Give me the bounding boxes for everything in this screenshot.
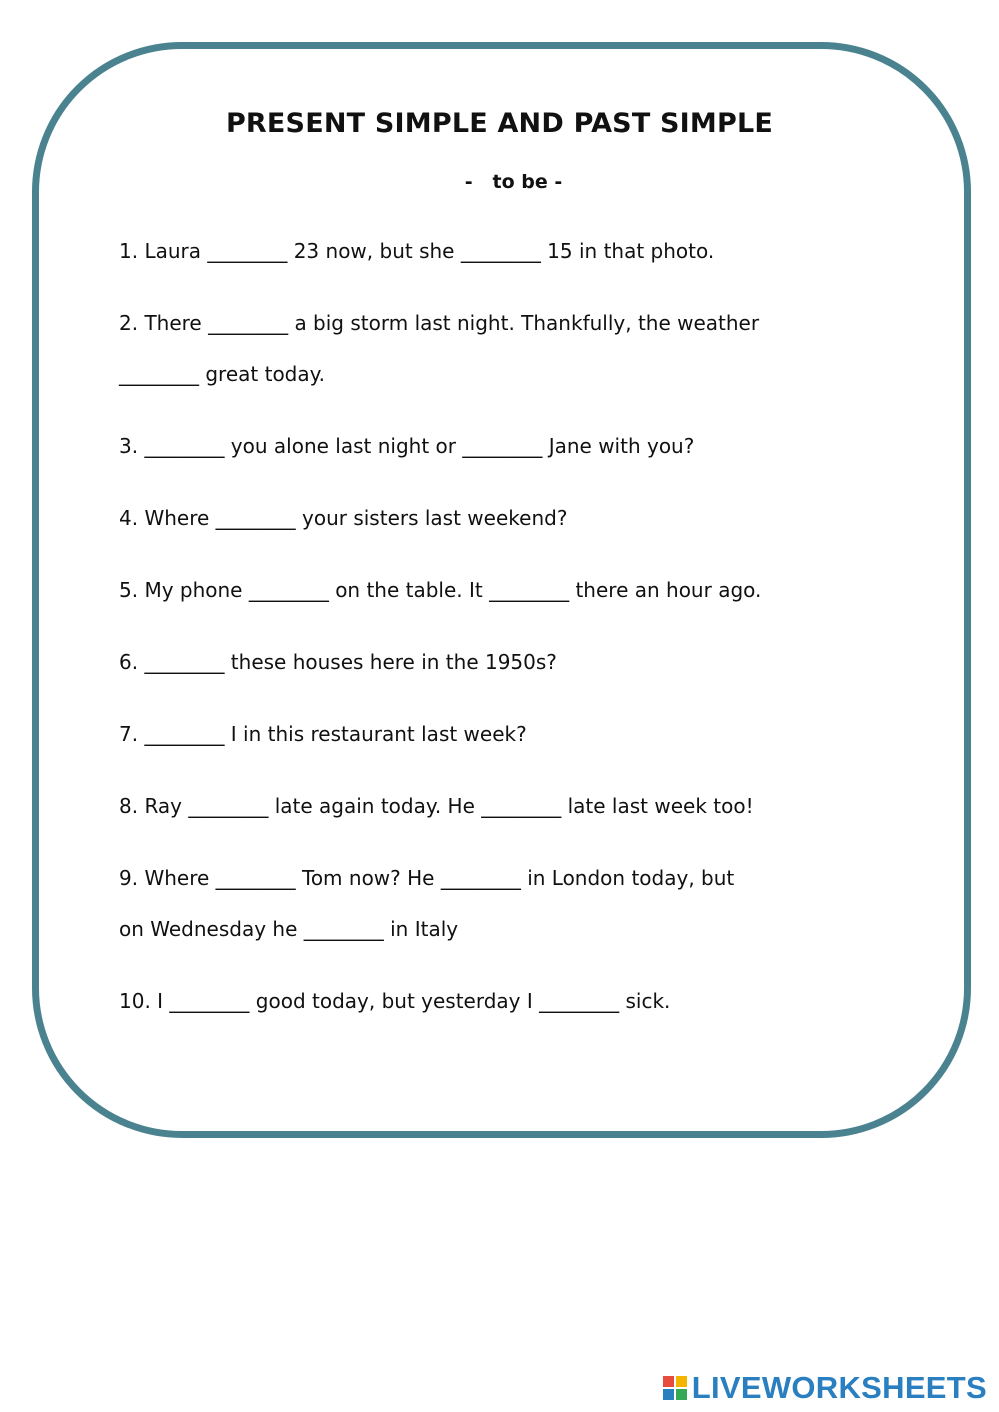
logo-block-yellow bbox=[676, 1376, 687, 1387]
exercise-line-7: 7. ________ I in this restaurant last week? bbox=[119, 722, 527, 746]
exercise-line-8: 8. Ray ________ late again today. He ________ late last week too! bbox=[119, 794, 754, 818]
logo-block-blue bbox=[663, 1389, 674, 1400]
exercise-line-3: 3. ________ you alone last night or ________ Jane with you? bbox=[119, 434, 695, 458]
exercise-line-2: 2. There ________ a big storm last night. Thankfully, the weather bbox=[119, 311, 760, 335]
logo-block-green bbox=[676, 1389, 687, 1400]
exercise-line-1: 1. Laura ________ 23 now, but she ________ 15 in that photo. bbox=[119, 239, 715, 263]
exercise-line-9-continued: on Wednesday he ________ in Italy bbox=[119, 917, 459, 941]
exercise-line-4: 4. Where ________ your sisters last weekend? bbox=[119, 506, 568, 530]
logo-text: LIVEWORKSHEETS bbox=[691, 1370, 987, 1405]
exercise-line-10: 10. I ________ good today, but yesterday I ________ sick. bbox=[119, 989, 671, 1013]
liveworksheets-logo[interactable] bbox=[663, 1370, 987, 1406]
exercise-line-2-continued: ________ great today. bbox=[119, 362, 325, 386]
exercise-line-6: 6. ________ these houses here in the 1950s? bbox=[119, 650, 557, 674]
exercise-line-9: 9. Where ________ Tom now? He ________ in London today, but bbox=[119, 866, 735, 890]
logo-blocks-icon bbox=[663, 1376, 687, 1400]
worksheet-title: PRESENT SIMPLE AND PAST SIMPLE bbox=[225, 108, 774, 139]
worksheet-subtitle: - to be - bbox=[464, 171, 563, 193]
logo-block-red bbox=[663, 1376, 674, 1387]
exercise-line-5: 5. My phone ________ on the table. It ________ there an hour ago. bbox=[119, 578, 762, 602]
